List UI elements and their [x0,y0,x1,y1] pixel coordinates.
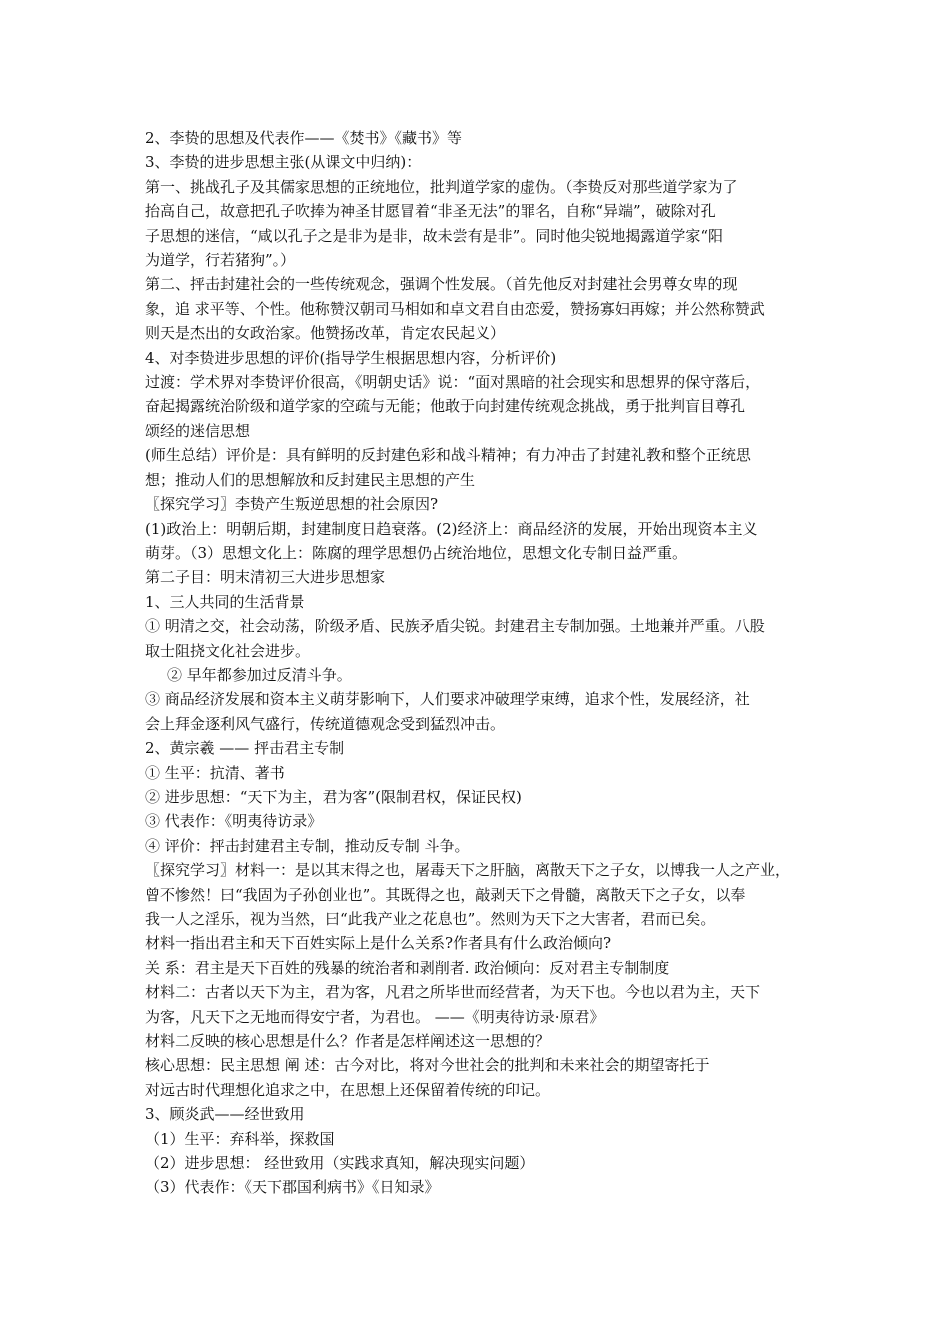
text-line: ② 早年都参加过反清斗争。 [167,665,352,684]
text-line: 〖探究学习〗李贽产生叛逆思想的社会原因? [145,495,439,514]
text-line: 则天是杰出的女政治家。他赞扬改革，肯定农民起义） [145,324,506,343]
text-line: 2、黄宗羲 —— 抨击君主专制 [145,739,345,758]
text-line: 曾不惨然！曰“我固为子孙创业也”。其既得之也，敲剥天下之骨髓，离散天下之子女，以奉 [145,885,746,904]
text-line: 1、三人共同的生活背景 [145,592,305,611]
document-body [145,126,815,1200]
text-line: 奋起揭露统治阶级和道学家的空疏与无能；他敢于向封建传统观念挑战，勇于批判盲目尊孔 [145,397,746,416]
text-line: 想；推动人们的思想解放和反封建民主思想的产生 [145,470,476,489]
text-line: 材料二反映的核心思想是什么？作者是怎样阐述这一思想的？ [145,1032,551,1051]
text-line: ③ 代表作：《明夷待访录》 [145,812,323,831]
text-line: 取士阻挠文化社会进步。 [145,641,311,660]
text-line: 第一、挑战孔子及其儒家思想的正统地位，批判道学家的虚伪。（李贽反对那些道学家为了 [145,177,738,196]
text-line: 2、李贽的思想及代表作——《焚书》《藏书》等 [145,129,463,147]
text-line: 〖探究学习〗材料一：是以其末得之也，屠毒天下之肝脑，离散天下之子女，以博我一人之产业， [145,861,791,880]
text-line: ③ 商品经济发展和资本主义萌芽影响下，人们要求冲破理学束缚，追求个性，发展经济，社 [145,690,750,709]
text-line: 3、顾炎武——经世致用 [145,1105,305,1124]
text-line: （2）进步思想： 经世致用（实践求真知，解决现实问题） [145,1154,535,1173]
text-line: 为道学，行若猪狗”。） [145,251,296,270]
text-line: 3、李贽的进步思想主张(从课文中归纳)： [145,153,422,172]
text-line: 会上拜金逐利风气盛行，传统道德观念受到猛烈冲击。 [145,714,506,733]
text-line: 抬高自己，故意把孔子吹捧为神圣甘愿冒着“非圣无法”的罪名，自称“异端”，破除对孔 [145,202,716,221]
text-line: (师生总结）评价是：具有鲜明的反封建色彩和战斗精神；有力冲击了封建礼教和整个正统思 [145,446,751,465]
text-line: 核心思想：民主思想 阐 述：古今对比，将对今世社会的批判和未来社会的期望寄托于 [145,1056,710,1075]
text-line: （3）代表作：《天下郡国利病书》《日知录》 [145,1178,440,1197]
text-line: ① 生平：抗清、著书 [145,763,285,782]
text-line: ① 明清之交，社会动荡，阶级矛盾、民族矛盾尖锐。封建君主专制加强。土地兼并严重。八股 [145,617,765,636]
text-line: 第二、抨击封建社会的一些传统观念，强调个性发展。（首先他反对封建社会男尊女卑的现 [145,275,738,294]
text-line: 关 系：君主是天下百姓的残暴的统治者和剥削者. 政治倾向：反对君主专制制度 [145,958,670,977]
text-line: （1）生平：弃科举，探救国 [145,1129,335,1148]
text-line: (1)政治上：明朝后期，封建制度日趋衰落。(2)经济上：商品经济的发展，开始出现资本主义 [145,519,758,538]
text-line: 我一人之淫乐，视为当然，曰“此我产业之花息也”。然则为天下之大害者，君而已矣。 [145,910,716,928]
text-line: 象，追 求平等、个性。他称赞汉朝司马相如和卓文君自由恋爱，赞扬寡妇再嫁；并公然称赞武 [145,299,765,318]
text-line: 颂经的迷信思想 [145,421,251,440]
text-line: 材料二：古者以天下为主，君为客，凡君之所毕世而经营者，为天下也。今也以君为主，天下 [145,983,761,1002]
text-line: 为客，凡天下之无地而得安宁者，为君也。 ——《明夷待访录·原君》 [145,1007,605,1026]
text-line: 子思想的迷信，“咸以孔子之是非为是非，故未尝有是非”。同时他尖锐地揭露道学家“阳 [145,226,724,245]
text-line: 过渡：学术界对李贽评价很高，《明朝史话》说：“面对黑暗的社会现实和思想界的保守落后， [145,373,761,392]
text-line: 萌芽。（3）思想文化上：陈腐的理学思想仍占统治地位，思想文化专制日益严重。 [145,543,688,562]
text-line: 对远古时代理想化追求之中，在思想上还保留着传统的印记。 [145,1080,551,1099]
text-line: ② 进步思想：“天下为主，君为客”(限制君权，保证民权) [145,787,522,806]
text-line: 4、对李贽进步思想的评价(指导学生根据思想内容，分析评价) [145,348,557,367]
text-line: 材料一指出君主和天下百姓实际上是什么关系?作者具有什么政治倾向? [145,934,612,953]
text-line: ④ 评价：抨击封建君主专制，推动反专制 斗争。 [145,836,470,855]
text-line: 第二子目：明末清初三大进步思想家 [145,568,386,587]
